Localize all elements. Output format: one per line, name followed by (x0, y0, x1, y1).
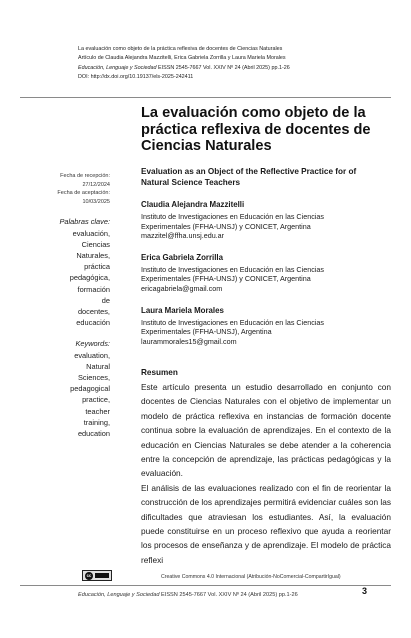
author-affiliation: Experimentales (FFHA-UNSJ) y CONICET, Argentina (141, 274, 311, 284)
header-journal-name: Educación, Lenguaje y Sociedad (78, 64, 157, 71)
header-doi[interactable]: DOI: http://dx.doi.org/10.19137/els-2025-242411 (78, 74, 194, 81)
license-text: Creative Commons 4.0 Internacional (Atribución-NoComercial-CompartirIgual) (161, 574, 341, 580)
keyword-en: teacher (85, 406, 110, 416)
header-authors: Artículo de Claudia Alejandra Mazzitelli, Erica Gabriela Zorrilla y Laura Mariela Morales (78, 55, 286, 62)
keyword-en: training, (83, 417, 110, 427)
dates-block (30, 172, 110, 206)
left-sidebar (30, 172, 110, 439)
keyword-en: Sciences, (77, 373, 110, 383)
header-article-title: La evaluación como objeto de la práctica reflexiva de docentes de Ciencias Naturales (78, 46, 283, 52)
abstract-paragraph: El análisis de las evaluaciones realizado con el fin de reorientar la construcción de los aprendizajes permitirá evidenciar cuáles son las dificultades que atraviesan los estudiantes. Así, la evaluación puede constituirse en un proceso reflexivo que ayuda a reorientar los procesos de enseñanza y de aprendizaje. El modelo de práctica reflexi (141, 482, 391, 565)
footer-issue: EISSN 2545-7667 Vol. XXIV Nº 24 (Abril 2025) pp.1-26 (159, 592, 298, 598)
keyword-en: Natural (86, 361, 110, 371)
author-email[interactable]: laurammorales15@gmail.com (141, 336, 237, 346)
license-block (82, 569, 402, 583)
article-subtitle: Evaluation as an Object of the Reflective Practice for of Natural Science Teachers (141, 167, 357, 187)
keyword-es: docentes, (77, 307, 110, 316)
author-email[interactable]: mazzitel@ffha.unsj.edu.ar (141, 231, 225, 241)
abstract-paragraph: Este artículo presenta un estudio desarrollado en conjunto con docentes de Ciencias Naturales con el objetivo de implementar un modelo de práctica reflexiva en instancias de formación docente continua sobre la evaluación de aprendizajes. En el contexto de la educación en Ciencias Naturales se debe atender a la coherencia entre la concepción de aprendizaje, las prácticas pedagógicas y la evaluación. (141, 382, 391, 479)
keyword-es: Ciencias (81, 239, 110, 249)
article-title: La evaluación como objeto de la práctica reflexiva de docentes de Ciencias Naturales (141, 105, 371, 154)
keyword-es: formación (77, 284, 110, 294)
cc-license-badge-text: cc (86, 573, 92, 578)
abstract-heading: Resumen (141, 368, 178, 377)
footer-rule (20, 585, 391, 586)
author-name: Erica Gabriela Zorrilla (141, 252, 224, 262)
author-entry (141, 253, 391, 294)
keyword-es: educación (76, 318, 110, 328)
keywords-block (30, 216, 110, 439)
accepted-label: Fecha de aceptación: (57, 190, 110, 197)
accepted-date: 10/03/2025 (82, 198, 110, 205)
cc-license-badge-icon[interactable] (82, 570, 112, 581)
author-affiliation: Experimentales (FFHA-UNSJ) y CONICET, Argentina (141, 221, 311, 231)
keywords-es-label: Palabras clave: (59, 217, 110, 227)
author-name: Claudia Alejandra Mazzitelli (141, 200, 245, 209)
running-footer (78, 591, 298, 599)
author-entry (141, 306, 391, 347)
header-issue: EISSN 2545-7667 Vol. XXIV Nº 24 (Abril 2025) pp.1-26 (156, 64, 290, 71)
keyword-en: evaluation, (74, 350, 110, 360)
authors-block (141, 200, 391, 358)
page-number: 3 (362, 586, 368, 596)
keyword-en: education (77, 429, 110, 439)
keyword-es: de (101, 295, 110, 305)
keywords-en-label: Keywords: (75, 339, 110, 349)
keyword-es: evaluación, (72, 228, 110, 238)
author-affiliation: Instituto de Investigaciones en Educación en las Ciencias (141, 317, 324, 327)
abstract-section (141, 367, 391, 567)
keyword-es: pedagógica, (69, 273, 110, 283)
keyword-en: pedagogical (70, 384, 110, 394)
author-entry (141, 200, 391, 241)
author-affiliation: Experimentales (FFHA-UNSJ), Argentina (141, 327, 272, 337)
header-journal-line (78, 64, 398, 73)
running-header (78, 45, 398, 83)
received-date: 27/12/2024 (82, 181, 110, 188)
keyword-es: Naturales, (76, 250, 110, 260)
author-affiliation: Instituto de Investigaciones en Educación en las Ciencias (141, 212, 324, 221)
header-rule (20, 97, 391, 98)
author-name: Laura Mariela Morales (141, 305, 224, 315)
keyword-es: práctica (84, 262, 110, 272)
author-affiliation: Instituto de Investigaciones en Educación en las Ciencias (141, 264, 324, 274)
received-label: Fecha de recepción: (60, 173, 110, 179)
keyword-en: practice, (82, 395, 110, 405)
footer-journal-name: Educación, Lenguaje y Sociedad (78, 592, 160, 598)
author-email[interactable]: ericagabriela@gmail.com (141, 283, 223, 293)
